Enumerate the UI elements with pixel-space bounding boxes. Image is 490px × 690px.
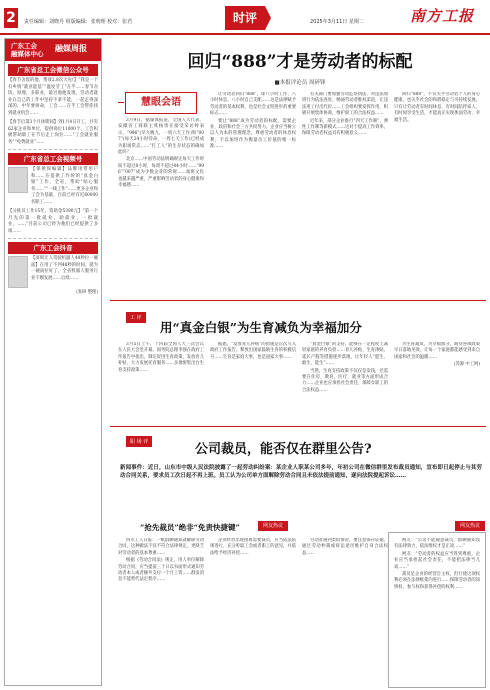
media-center-sidebar [4, 38, 102, 686]
article3-paragraph: 网友：“公司不能随意裁员，群聊通知没有法律效力，依法维权才是正途……” [394, 538, 480, 550]
page-header [0, 0, 490, 36]
sidebar-title-right: 融媒周报 [55, 43, 87, 53]
divider [8, 149, 98, 150]
video-section [8, 167, 98, 235]
issue-date: 2025年3月11日 星期二 [310, 19, 364, 25]
section-label: 时评 [225, 6, 265, 30]
newspaper-logo: 南方工报 [410, 7, 475, 25]
article1-paragraph: 3月9日，据媒体报道，全国人大代表、安徽省工商联主席杨勇在接受采访时表示，“996”(早九晚九，一周六天工作)和“007”(每天24小时待命，一周七天工作)已经成为职场常态……“打工人”的生存状态的确如此吗？ [118, 118, 204, 156]
netizen-label-2: 网友热议 [455, 521, 485, 531]
video-thumbnail [8, 167, 28, 193]
article1-paragraph: 要让“888”成为劳动者的标配，需要企业、政府和社会三方共同努力。企业应当树立以人为本的管理理念，尊重劳动者的休息权利，不以加班作为衡量员工价值的唯一标准…… [210, 118, 296, 150]
article1-paragraph: 回归“888”，不仅关乎劳动者个人的身心健康，也关乎社会的和谐稳定与可持续发展。只有让劳动者有时间休息、有时间陪伴家人、有时间享受生活，才能真正实现体面劳动、幸福生活。 [394, 92, 480, 123]
section-divider [110, 426, 486, 427]
article2-paragraph: 当然，生育支持政策不仅仅是发钱，还需要在住房、教育、医疗、就业等方面形成合力……企业也应承担社会责任，保障女职工的合法权益…… [302, 368, 388, 393]
video-bar: 广东省总工会视频号 [8, 153, 98, 165]
article3-paragraph: 企业经营出现困难需要裁员，应当依法依规进行，充分听取工会或者职工的意见，并依法给予经济补偿…… [210, 538, 296, 556]
sidebar-header [5, 39, 101, 61]
article3-subheading: “抢先裁员”绝非“免责快捷键” [140, 523, 240, 532]
netizen-label: 网友热议 [258, 521, 288, 531]
header-divider [0, 33, 490, 35]
wechat-bar: 广东省总工会微信公众号 [8, 64, 98, 76]
article1-paragraph: 近年来，部分企业推行“四天工作制”、弹性工作制等新模式……这对于提高工作效率、保障劳动者权益具有积极意义…… [302, 118, 388, 137]
article2-paragraph: 3月5日上午，十四届全国人大三次会议在人民大会堂开幕。国务院总理李强在政府工作报告中指出，制定促进生育政策，发放育儿补贴，大力发展托育服务……多地密集出台生育支持政策…… [118, 342, 204, 373]
douyin-thumbnail [8, 256, 28, 288]
article1-byline: ■本报评论员 周碎锋 [274, 80, 326, 86]
article2-paragraph: 为生育减负，为幸福加分。期待各项政策早日落地见效，让每一个家庭都能感受到来自国家和社会的温暖…… [394, 342, 480, 360]
article3-paragraph: 根据《劳动合同法》规定，用人单位解除劳动合同，应当提前三十日以书面形式通知劳动者本人或者额外支付一个月工资……群发消息不能替代法定程序…… [118, 558, 204, 583]
article3-headline: 公司裁员，能否仅在群里公告? [195, 442, 372, 457]
article1-paragraph: 北京……中国劳动法明确规定每天工作时间不超过8小时，每周不超过44小时……“996”“007”成为少数企业的常规……加班文化也越来越严重，严重影响劳动者的身心健康和幸福感…… [118, 157, 204, 189]
douyin-text: 【深圳无人驾驶机器人48秒拉一碗面】在用了不到48秒的时间，就为一碗面拉好了，全省机器人服务行业不断发展……后续…… [31, 256, 98, 281]
article2-paragraph: “真金白银”的支持，能够在一定程度上减轻家庭的养育负担……育儿补贴、生育津贴、延长产假等措施逐步落地，让年轻人“愿生、敢生、能生”…… [302, 342, 388, 367]
article3-col4 [394, 538, 480, 684]
divider [8, 238, 98, 239]
page-number: 2 [4, 8, 18, 28]
article3-tag: 职 场 评 [126, 436, 152, 447]
article2-author: (苏源 中工网) [453, 362, 480, 368]
article3-paragraph: 裁员是企业的经营自主权，但行使这项权利必须在法律框架内进行……保障劳动者的知情权、参与权和获得补偿的权利…… [394, 572, 480, 590]
article1-paragraph: 让劳动者回归“888”，即八小时工作、八小时休息、八小时自己支配……这是法律赋予劳动者的基本权利，也是社会文明进步的重要标志…… [210, 92, 296, 117]
douyin-section [8, 256, 98, 297]
column-label: 慧眼会语 [125, 92, 197, 114]
article3-col1 [118, 538, 204, 684]
article3-paragraph: 网友：“劳动者的权益应当得到尊重，企业应当承担起社会责任，不能把法律当儿戏……” [394, 551, 480, 570]
article3-col3 [302, 538, 388, 684]
video-text: 【保供保编辑】品牌用带用户和……在提供工作时的“真金白银”工作，全省，帮助“贴心服务……”“一线工作”……更多企业和工会为基础，目前已经有近60000名职工…… [31, 167, 98, 205]
article2-col4 [394, 342, 480, 422]
sidebar-title-line2: 融媒体中心 [11, 50, 44, 58]
article2-paragraph: 据悉，“发放育儿补贴”的措施是首次写入政府工作报告，释放出国家鼓励生育的积极信号……生育是家庭大事，也是国家大事…… [210, 342, 296, 360]
douyin-bar: 广东工会抖音 [8, 242, 98, 254]
sidebar-title-line1: 广东工会 [11, 42, 37, 50]
article1-col1 [118, 118, 204, 288]
video-text-2: 【分拣员工作15年，资助金5390元】“第一个月先的第一批就业，助就业，一批就业，……”目前公司已经为他们已经提供了多项…… [8, 209, 98, 234]
sidebar-title [11, 42, 44, 58]
article1-paragraph: 有关部门要加强劳动监察执法，对违法加班行为依法查处，畅通劳动者维权渠道，让违法用工付出代价……工会组织要发挥作用，积极开展集体协商，维护职工的合法权益…… [302, 92, 388, 117]
article2-headline: 用“真金白银”为生育减负为幸福加分 [160, 320, 362, 335]
article3-paragraph: 劳动者遇到类似情况，要注意保存证据，通过劳动仲裁或诉讼途径维护自身合法权益…… [302, 538, 388, 556]
article3-lead: 新闻事件：近日，山东市中级人民法院披露了一起劳动纠纷案：某企业人职某公司多年，年初公司在微信群里发布裁员通知，宣布即日起停止与其劳动合同关系，要求员工次日起不再上班。员工认为公司单方面解除劳动合同且未依法提前通知，遂向法院提起诉讼…… [120, 465, 482, 479]
article2-tag: 工 评 [126, 312, 146, 323]
section-divider [110, 300, 486, 301]
article1-col2 [210, 92, 296, 288]
article2-col3 [302, 342, 388, 422]
article1-col4 [394, 92, 480, 288]
article2-col2 [210, 342, 296, 422]
article1-headline: 回归“888”才是劳动者的标配 [187, 52, 413, 72]
article3-col2 [210, 538, 296, 684]
article2-col1 [118, 342, 204, 422]
wechat-text-2: 【春节后第3个月休期间】到1月4日开工，共有62家企业和单位，提供岗位11000个，工会积极帮助职工在节后走上岗位……“工会就业服务”“免费就业”…… [8, 120, 98, 145]
editor-credits: 责任编辑：刘晓丹 组版编辑：张明理 校对：张君 [24, 19, 133, 25]
article1-col3 [302, 92, 388, 288]
article3-paragraph: 四川工人日报：一纸群聊通知就解除劳动合同，这种做法不仅不符合法律规定，更缺乏对劳动者的基本尊重…… [118, 538, 204, 556]
wechat-section [8, 78, 98, 146]
sidebar-editor: (张研 整理) [76, 290, 98, 295]
wechat-text: 【春节舍饭的他，帮效2.8次大见!】“我是一个有乡情“就业能基”“温度劳工”在乎……春节舍饭，原理，多职业，最近他他发现，劳动者就业在自己的工作中坚持不拿不能，一起走得深深的，中年要拼命，工会……在乎工会帮你找到就业机会…… [8, 78, 98, 116]
